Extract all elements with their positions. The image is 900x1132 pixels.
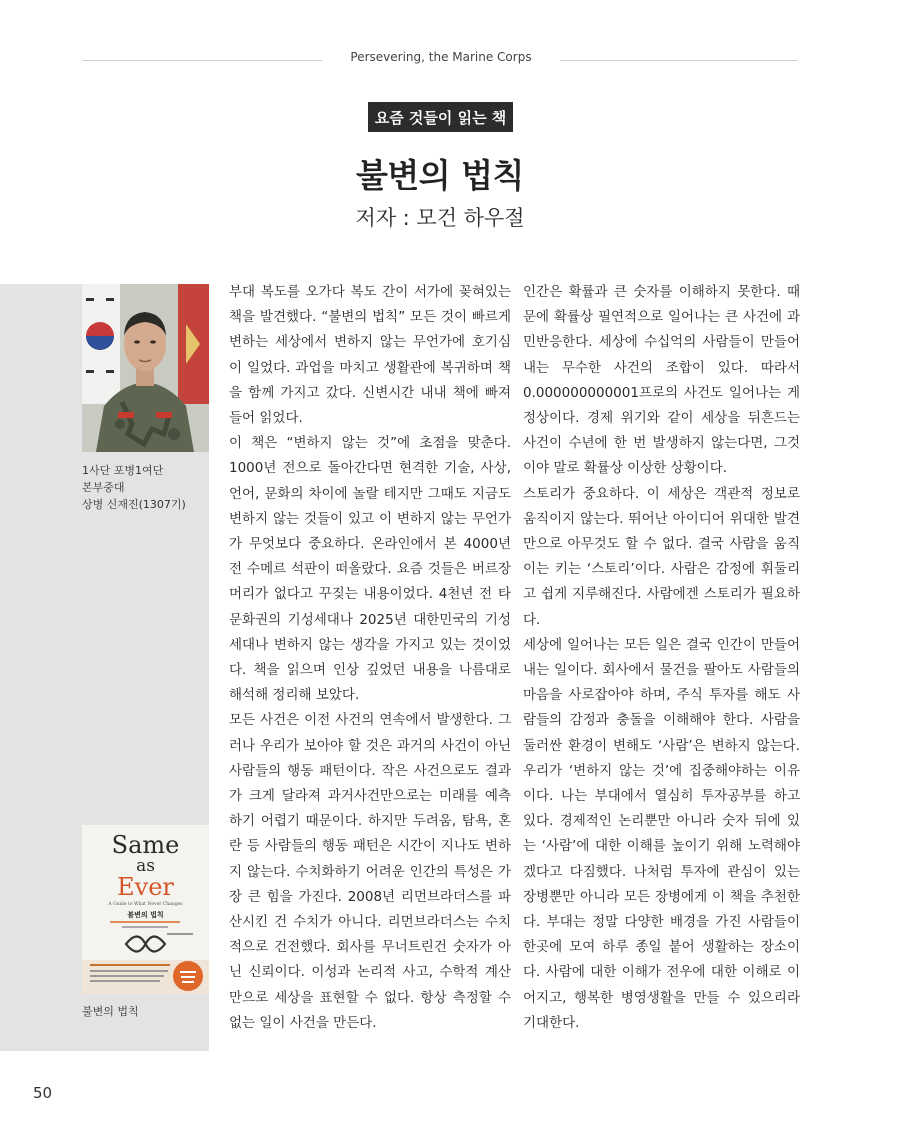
book-title-line1: Same — [111, 831, 180, 859]
author-caption — [82, 462, 207, 513]
paragraph: 부대 복도를 오가다 복도 간이 서가에 꽂혀있는 책을 발견했다. “불변의 법칙” 모든 것이 빠르게 변하는 세상에서 변하지 않는 무언가에 호기심이 일었다. 과업을 마치고 생활관에 복귀하며 책을 함께 가지고 갔다. 신변시간 내내 책에 빠져들어 읽었다. — [229, 284, 511, 427]
author-portrait — [82, 284, 209, 452]
caption-company: 본부중대 — [82, 481, 125, 494]
body-column-2 — [523, 280, 800, 1036]
paragraph: 스토리가 중요하다. 이 세상은 객관적 정보로 움직이지 않는다. 뛰어난 아이디어 위대한 발견만으로 아무것도 할 수 없다. 결국 사람을 움직이는 키는 ‘스토리’이다. 사람은 감정에 휘둘리고 쉽게 지루해진다. 사람에겐 스토리가 필요하다. — [523, 485, 800, 628]
book-korean-title: 불변의 법칙 — [127, 911, 164, 919]
paragraph: 모든 사건은 이전 사건의 연속에서 발생한다. 그러나 우리가 보아야 할 것은 과거의 사건이 아닌 사람들의 행동 패턴이다. 작은 사건으로도 결과가 크게 달라져 과거사건만으로는 미래를 예측하기 어렵기 때문이다. 하지만 두려움, 탐욕, 혼란 등 사람들의 행동 패턴은 시간이 지나도 변하지 않는다. 수치화하기 어려운 인간의 특성은 가장 큰 힘을 가진다. 2008년 리먼브라더스를 파산시킨 건 수치가 아니다. 리먼브라더스는 수치적으로 건전했다. 회사를 무너트린건 숫자가 아닌 신뢰이다. 이성과 논리적 사고, 수학적 계산만으로 세상을 표현할 수 없다. 항상 측정할 수 없는 일이 사건을 만든다. — [229, 712, 511, 1031]
paragraph: 인간은 확률과 큰 숫자를 이해하지 못한다. 때문에 확률상 필연적으로 일어나는 큰 사건에 과민반응한다. 세상에 수십억의 사람들이 만들어 내는 무수한 사건의 조합이 있다. 따라서 0.000000000001프로의 사건도 일어나는 게 정상이다. 경제 위기와 같이 세상을 뒤흔드는 사건이 수년에 한 번 발생하지 않는다면, 그것이야 말로 확률상 이상한 상황이다. — [523, 284, 800, 477]
caption-name: 상병 신재진(1307기) — [82, 498, 186, 511]
header-rule-left — [82, 60, 322, 61]
section-tag: 요즘 것들이 읽는 책 — [368, 102, 513, 132]
article-author: 저자 : 모건 하우절 — [355, 206, 525, 230]
running-title: Persevering, the Marine Corps — [350, 50, 532, 64]
article-title: 불변의 법칙 — [356, 156, 524, 195]
page-number: 50 — [33, 1084, 53, 1102]
book-caption: 불변의 법칙 — [82, 1005, 139, 1018]
book-cover-image — [82, 825, 209, 994]
body-column-1 — [229, 280, 511, 1036]
portrait-image — [82, 284, 209, 452]
paragraph: 세상에 일어나는 모든 일은 결국 인간이 만들어 내는 일이다. 회사에서 물건을 팔아도 사람들의 마음을 사로잡아야 하며, 주식 투자를 해도 사람들의 감정과 충돌을 이해해야 한다. 사람을 둘러싼 환경이 변해도 ‘사람’은 변하지 않는다. 우리가 ‘변하지 않는 것’에 집중해야하는 이유이다. 나는 부대에서 열심히 투자공부를 하고 있다. 경제적인 논리뿐만 아니라 숫자 뒤에 있는 ‘사람’에 대한 이해를 높이기 위해 노력해야겠다고 다짐했다. 나처럼 투자에 관심이 있는 장병뿐만 아니라 모든 장병에게 이 책을 추천한다. 부대는 정말 다양한 배경을 가진 사람들이 한곳에 모여 하루 종일 붙어 생활하는 장소이다. 사람에 대한 이해가 전우에 대한 이해로 이어지고, 행복한 병영생활을 만들 수 있으리라 기대한다. — [523, 636, 800, 1031]
header-rule-right — [560, 60, 798, 61]
book-title-line3: Ever — [117, 873, 174, 901]
book-cover — [82, 825, 209, 994]
book-title-line2: as — [136, 856, 155, 876]
caption-unit: 1사단 포병1여단 — [82, 464, 164, 477]
paragraph: 이 책은 “변하지 않는 것”에 초점을 맞춘다. 1000년 전으로 돌아간다면 현격한 기술, 사상, 언어, 문화의 차이에 놀랄 테지만 그때도 지금도 변하지 않는 것들이 있고 이 변하지 않는 무언가가 무엇보다 중요하다. 온라인에서 본 4000년 전 수메르 석판이 떠올랐다. 요즘 것들은 버르장머리가 없다고 꾸짖는 내용이었다. 4천년 전 타 문화권의 기성세대나 2025년 대한민국의 기성세대나 변하지 않는 생각을 가지고 있는 것이었다. 책을 읽으며 인상 깊었던 내용을 나름대로 해석해 정리해 보았다. — [229, 435, 511, 704]
book-subtitle: A Guide to What Never Changes — [108, 902, 183, 907]
